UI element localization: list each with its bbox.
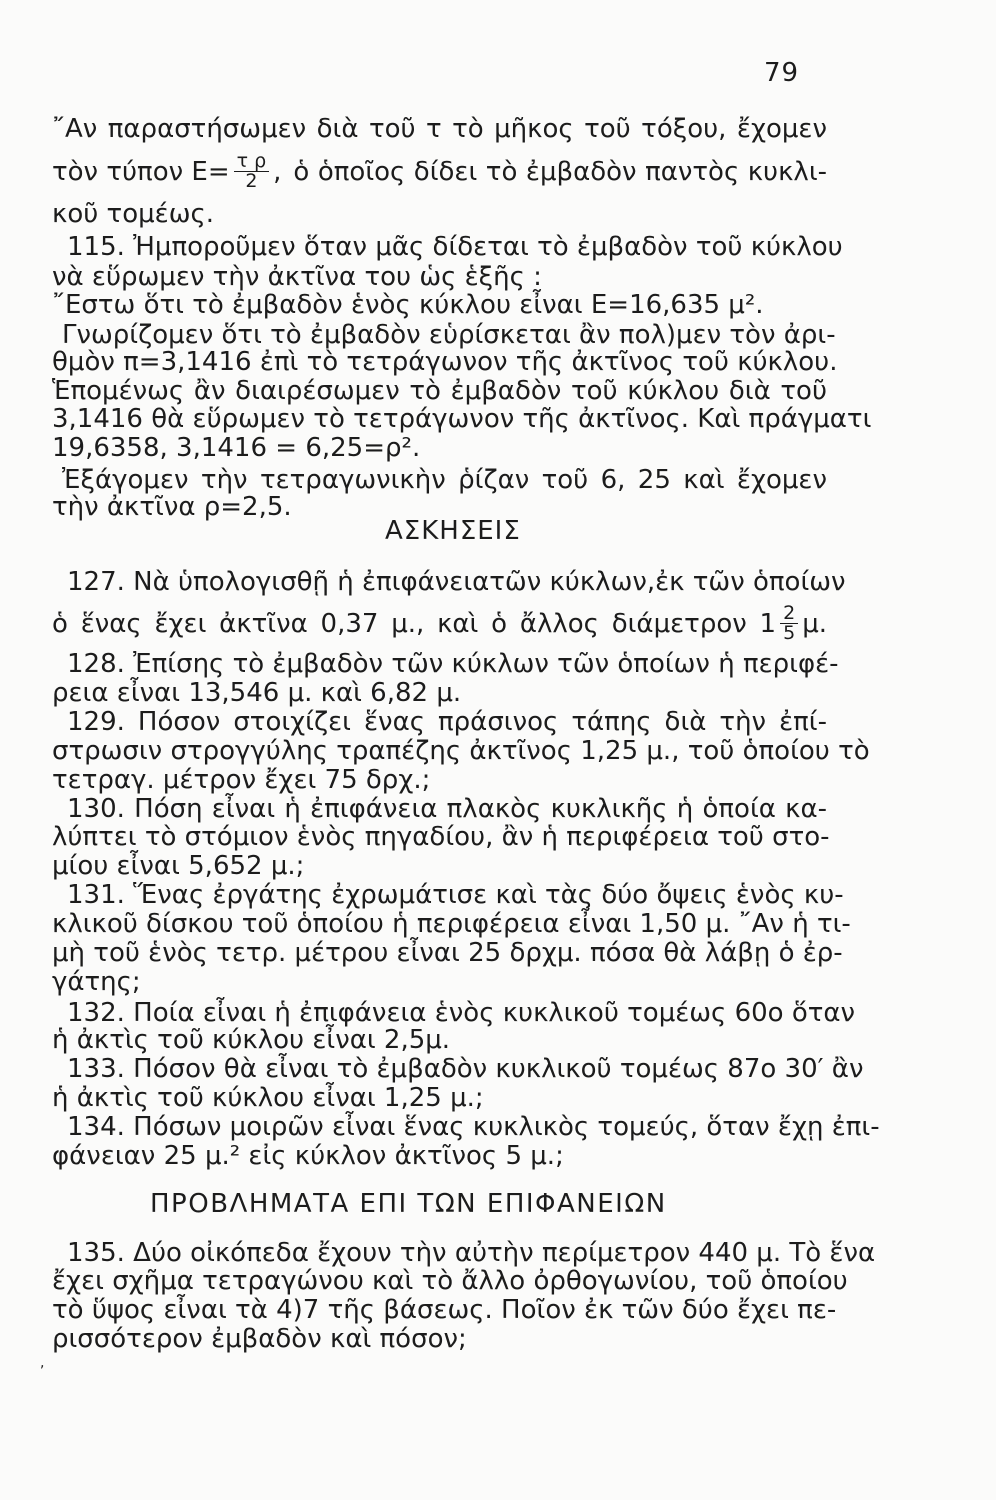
text-line: ἡ ἀκτὶς τοῦ κύκλου εἶναι 1,25 μ.; — [52, 1083, 484, 1113]
text-line: τετραγ. μέτρον ἔχει 75 δρχ.; — [52, 765, 431, 795]
unit-meter: μ. — [802, 608, 827, 639]
text-line: κλικοῦ δίσκου τοῦ ὁποίου ἡ περιφέρεια εἶναι 1,50 μ. ῎Αν ἡ τι- — [52, 909, 851, 939]
paragraph-115: 115. Ἠμποροῦμεν ὅταν μᾶς δίδεται τὸ ἐμβαδὸν τοῦ κύκλου — [67, 232, 843, 262]
text-line: Ἑπομένως ἂν διαιρέσωμεν τὸ ἐμβαδὸν τοῦ κύκλου διὰ τοῦ — [52, 376, 827, 406]
text-line: τὸ ὕψος εἶναι τὰ 4)7 τῆς βάσεως. Ποῖον ἐκ τῶν δύο ἔχει πε- — [52, 1295, 837, 1325]
text-line: Ἐξάγομεν τὴν τετραγωνικὴν ῥίζαν τοῦ 6, 25 καὶ ἔχομεν — [62, 465, 827, 495]
text-line: στρωσιν στρογγύλης τραπέζης ἀκτῖνος 1,25 μ., τοῦ ὁποίου τὸ — [52, 736, 870, 766]
text-line: ἔχει σχῆμα τετραγώνου καὶ τὸ ἄλλο ὀρθογωνίου, τοῦ ὁποίου — [52, 1266, 848, 1296]
text-line: μίου εἶναι 5,652 μ.; — [52, 851, 305, 881]
formula-line — [52, 152, 827, 191]
text-line: τὴν ἀκτῖνα ρ=2,5. — [52, 492, 292, 522]
text-line: 3,1416 θὰ εὕρωμεν τὸ τετράγωνον τῆς ἀκτῖνος. Καὶ πράγματι — [52, 404, 872, 434]
heading-exercises: ΑΣΚΗΣΕΙΣ — [385, 516, 521, 546]
exercise-130: 130. Πόση εἶναι ἡ ἐπιφάνεια πλακὸς κυκλικῆς ἡ ὁποία κα- — [67, 794, 827, 824]
formula-line-rest: ὁ ὁποῖος δίδει τὸ ἐμβαδὸν παντὸς κυκλι- — [293, 156, 827, 187]
formula-fraction — [234, 152, 270, 191]
problem-135: 135. Δύο οἰκόπεδα ἔχουν τὴν αὐτὴν περίμετρον 440 μ. Τὸ ἕνα — [67, 1238, 876, 1268]
text-line: ρεια εἶναι 13,546 μ. καὶ 6,82 μ. — [52, 678, 462, 708]
exercise-131: 131. Ἕνας ἐργάτης ἐχρωμάτισε καὶ τὰς δύο ὄψεις ἑνὸς κυ- — [67, 880, 844, 910]
exercise-134: 134. Πόσων μοιρῶν εἶναι ἕνας κυκλικὸς τομεύς, ὅταν ἔχῃ ἐπι- — [67, 1112, 880, 1142]
exercise-127: 127. Νὰ ὑπολογισθῇ ἡ ἐπιφάνειατῶν κύκλων,ἐκ τῶν ὁποίων — [67, 567, 846, 597]
text-line: ὁ ἕνας ἔχει ἀκτῖνα 0,37 μ., καὶ ὁ ἄλλος διάμετρον 1 — [52, 608, 777, 639]
text-line: κοῦ τομέως. — [52, 199, 214, 229]
text-line: φάνειαν 25 μ.² εἰς κύκλον ἀκτῖνος 5 μ.; — [52, 1141, 564, 1171]
fraction-numerator: 2 — [780, 604, 798, 624]
exercise-133: 133. Πόσον θὰ εἶναι τὸ ἐμβαδὸν κυκλικοῦ τομέως 87ο 30′ ἂν — [67, 1054, 864, 1084]
heading-problems: ΠΡΟΒΛΗΜΑΤΑ ΕΠΙ ΤΩΝ ΕΠΙΦΑΝΕΙΩΝ — [150, 1189, 667, 1219]
exercise-128: 128. Ἐπίσης τὸ ἐμβαδὸν τῶν κύκλων τῶν ὁποίων ἡ περιφέ- — [67, 649, 839, 679]
formula-denominator: 2 — [245, 170, 258, 192]
exercise-127-cont — [52, 604, 827, 643]
formula-prefix: τὸν τύπον Ε= — [52, 156, 230, 187]
text-line: γάτης; — [52, 967, 141, 997]
text-line: θμὸν π=3,1416 ἐπὶ τὸ τετράγωνον τῆς ἀκτῖνος τοῦ κύκλου. — [52, 347, 838, 377]
fraction-denominator: 5 — [783, 622, 796, 644]
text-line: ῎Εστω ὅτι τὸ ἐμβαδὸν ἑνὸς κύκλου εἶναι Ε=16,635 μ². — [52, 290, 764, 320]
text-line: νὰ εὕρωμεν τὴν ἀκτῖνα του ὡς ἑξῆς : — [52, 262, 542, 292]
text-line: ῎Αν παραστήσωμεν διὰ τοῦ τ τὸ μῆκος τοῦ τόξου, ἔχομεν — [52, 114, 827, 144]
page-number: 79 — [764, 58, 800, 88]
mixed-fraction — [780, 604, 798, 643]
exercise-129: 129. Πόσον στοιχίζει ἕνας πράσινος τάπης διὰ τὴν ἐπί- — [67, 707, 827, 737]
text-line: 19,6358, 3,1416 = 6,25=ρ². — [52, 433, 421, 463]
formula-numerator: τ ρ — [234, 152, 270, 172]
text-line: ρισσότερον ἐμβαδὸν καὶ πόσον; — [52, 1324, 467, 1354]
exercise-132: 132. Ποία εἶναι ἡ ἐπιφάνεια ἑνὸς κυκλικοῦ τομέως 60ο ὅταν — [67, 998, 856, 1028]
text-line: ἡ ἀκτὶς τοῦ κύκλου εἶναι 2,5μ. — [52, 1025, 451, 1055]
stray-mark: , — [40, 1355, 45, 1371]
text-line: μὴ τοῦ ἑνὸς τετρ. μέτρου εἶναι 25 δρχμ. πόσα θὰ λάβῃ ὁ ἐρ- — [52, 938, 843, 968]
formula-suffix: , — [273, 156, 282, 187]
text-line: λύπτει τὸ στόμιον ἑνὸς πηγαδίου, ἂν ἡ περιφέρεια τοῦ στο- — [52, 822, 830, 852]
text-line: Γνωρίζομεν ὅτι τὸ ἐμβαδὸν εὑρίσκεται ἂν πολ)μεν τὸν ἀρι- — [62, 320, 836, 350]
